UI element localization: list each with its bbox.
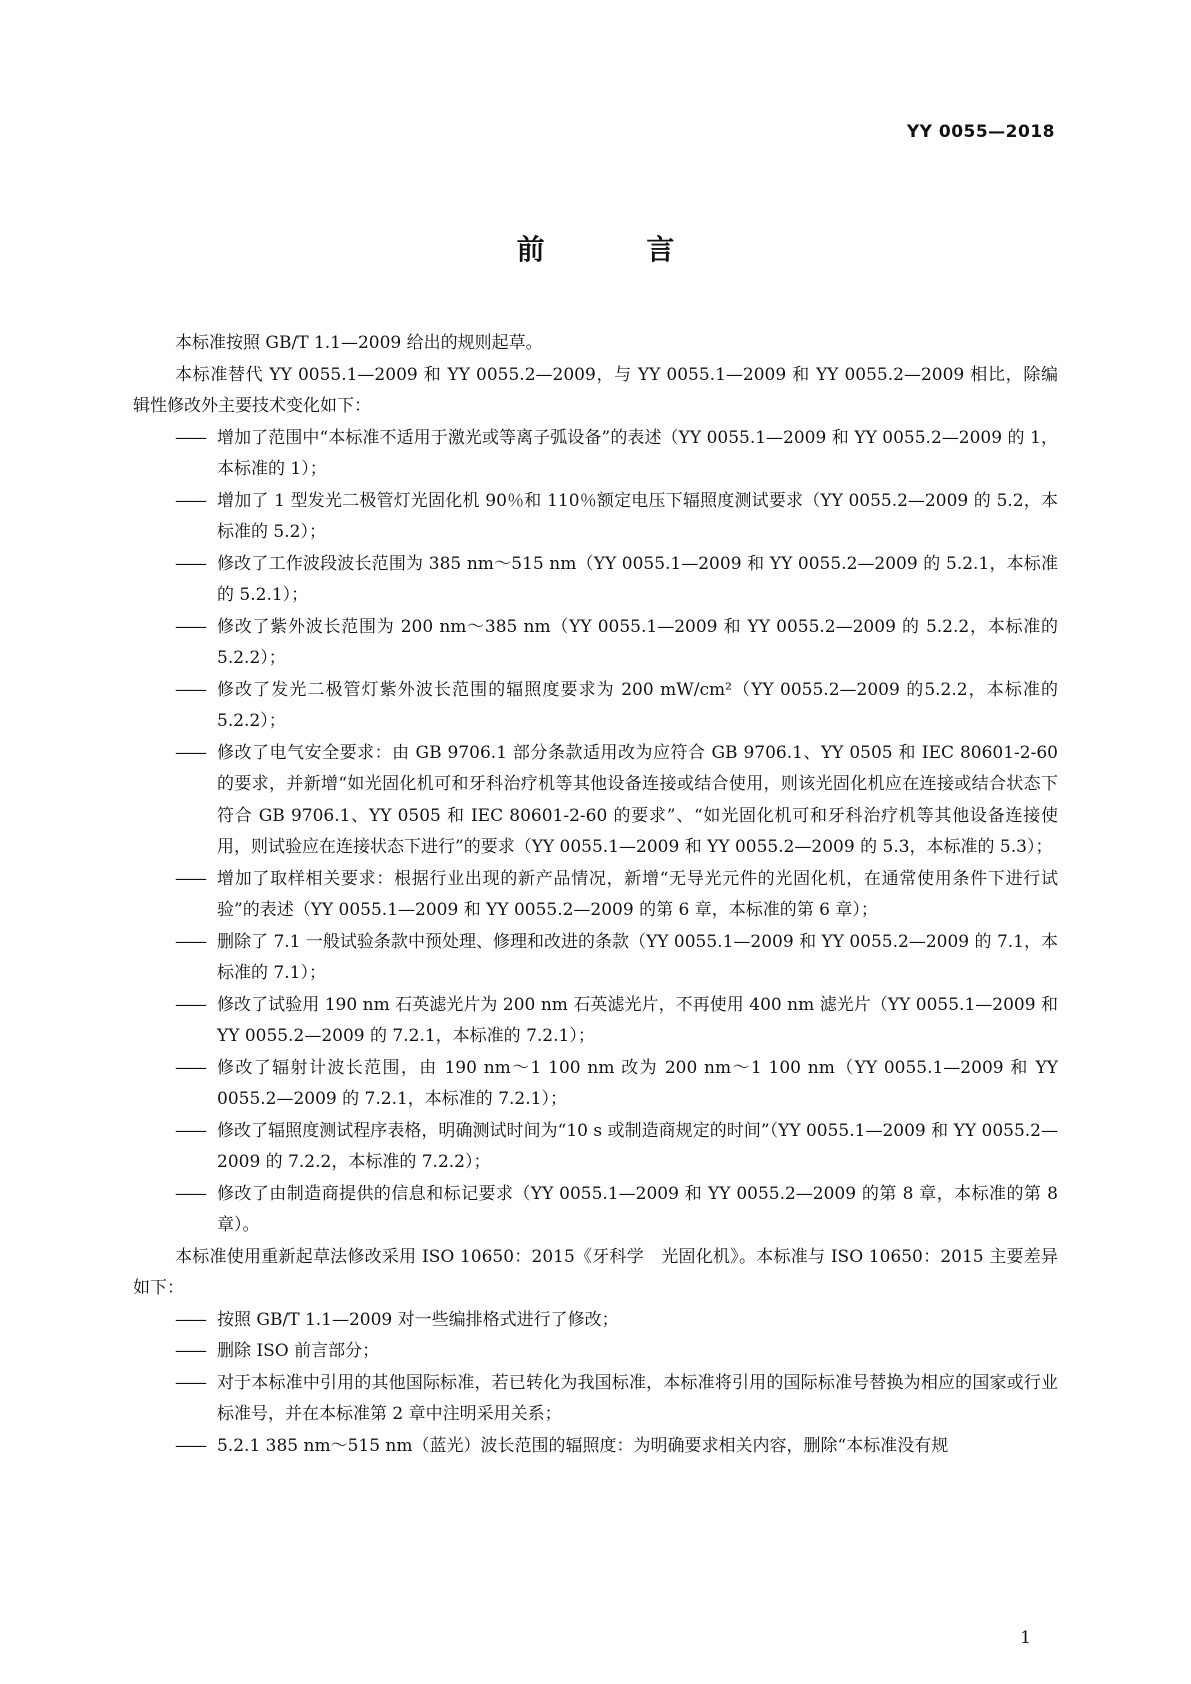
- list-item-text: 修改了试验用 190 nm 石英滤光片为 200 nm 石英滤光片，不再使用 400 nm 滤光片（YY 0055.1—2009 和 YY 0055.2—2009 的 7.2.1，本标准的 7.2.1）；: [217, 994, 1058, 1046]
- dash-marker: ——: [175, 1120, 205, 1141]
- list-item: [133, 1116, 1058, 1179]
- list-item-text: 增加了取样相关要求：根据行业出现的新产品情况，新增“无导光元件的光固化机，在通常使用条件下进行试验”的表述（YY 0055.1—2009 和 YY 0055.2—2009 的第 6 章，本标准的第 6 章）；: [217, 868, 1058, 920]
- changes-list: [133, 423, 1058, 1242]
- list-item-text: 5.2.1 385 nm～515 nm（蓝光）波长范围的辐照度：为明确要求相关内容，删除“本标准没有规: [217, 1435, 949, 1456]
- differences-list: [133, 1305, 1058, 1463]
- list-item-text: 修改了电气安全要求：由 GB 9706.1 部分条款适用改为应符合 GB 9706.1、YY 0505 和 IEC 80601-2-60 的要求，并新增“如光固化机可和牙科治疗机等其他设备连接或结合使用，则该光固化机应在连接或结合状态下符合 GB 9706.1、YY 0505 和 IEC 80601-2-60 的要求”、“如光固化机可和牙科治疗机等其他设备连接使用，则试验应在连接状态下进行”的要求（YY 0055.1—2009 和 YY 0055.2—2009 的 5.3，本标准的 5.3）；: [217, 742, 1058, 857]
- dash-marker: ——: [175, 553, 205, 574]
- list-item: [133, 990, 1058, 1053]
- dash-marker: ——: [175, 1372, 205, 1393]
- dash-marker: ——: [175, 994, 205, 1015]
- list-item-text: 修改了工作波段波长范围为 385 nm～515 nm（YY 0055.1—2009 和 YY 0055.2—2009 的 5.2.1，本标准的 5.2.1）；: [217, 553, 1058, 605]
- list-item-text: 对于本标准中引用的其他国际标准，若已转化为我国标准，本标准将引用的国际标准号替换为相应的国家或行业标准号，并在本标准第 2 章中注明采用关系；: [217, 1372, 1058, 1424]
- dash-marker: ——: [175, 490, 205, 511]
- list-item-text: 删除 ISO 前言部分；: [217, 1341, 380, 1361]
- list-item-text: 修改了紫外波长范围为 200 nm～385 nm（YY 0055.1—2009 和 YY 0055.2—2009 的 5.2.2，本标准的 5.2.2）；: [217, 616, 1058, 668]
- list-item: [133, 1305, 1058, 1337]
- list-item: [133, 486, 1058, 549]
- paragraph: 本标准按照 GB/T 1.1—2009 给出的规则起草。: [175, 333, 543, 353]
- dash-marker: ——: [175, 679, 205, 700]
- dash-marker: ——: [175, 868, 205, 889]
- page-number: 1: [1020, 1628, 1031, 1648]
- list-item-text: 修改了辐射计波长范围，由 190 nm～1 100 nm 改为 200 nm～1 100 nm（YY 0055.1—2009 和 YY 0055.2—2009 的 7.2.1，本标准的 7.2.1）；: [217, 1057, 1058, 1109]
- list-item-text: 按照 GB/T 1.1—2009 对一些编排格式进行了修改；: [217, 1309, 619, 1330]
- dash-marker: ——: [175, 1183, 205, 1204]
- list-item: [133, 1179, 1058, 1242]
- list-item: [133, 1336, 1058, 1368]
- list-item: [133, 1431, 1058, 1463]
- list-item: [133, 423, 1058, 486]
- list-item-text: 修改了发光二极管灯紫外波长范围的辐照度要求为 200 mW/cm²（YY 0055.2—2009 的5.2.2，本标准的 5.2.2）；: [217, 679, 1058, 731]
- dash-marker: ——: [175, 1341, 205, 1361]
- list-item-text: 修改了由制造商提供的信息和标记要求（YY 0055.1—2009 和 YY 0055.2—2009 的第 8 章，本标准的第 8 章）。: [217, 1183, 1058, 1235]
- list-item: [133, 612, 1058, 675]
- page-title: 前 言: [516, 233, 721, 266]
- dash-marker: ——: [175, 931, 205, 952]
- dash-marker: ——: [175, 1435, 205, 1456]
- list-item-text: 修改了辐照度测试程序表格，明确测试时间为“10 s 或制造商规定的时间”（YY 0055.1—2009 和 YY 0055.2—2009 的 7.2.2，本标准的 7.2.2）；: [217, 1120, 1058, 1172]
- list-item-text: 删除了 7.1 一般试验条款中预处理、修理和改进的条款（YY 0055.1—2009 和 YY 0055.2—2009 的 7.1，本标准的 7.1）；: [217, 931, 1058, 983]
- list-item: [133, 549, 1058, 612]
- list-item: [133, 1368, 1058, 1431]
- list-item: [133, 1053, 1058, 1116]
- paragraph: 本标准使用重新起草法修改采用 ISO 10650：2015《牙科学 光固化机》。本标准与 ISO 10650：2015 主要差异如下：: [133, 1246, 1058, 1298]
- document-code: YY 0055—2018: [906, 122, 1055, 142]
- list-item-text: 增加了范围中“本标准不适用于激光或等离子弧设备”的表述（YY 0055.1—2009 和 YY 0055.2—2009 的 1，本标准的 1）；: [217, 427, 1058, 479]
- dash-marker: ——: [175, 742, 205, 763]
- document-body: [133, 328, 1058, 1462]
- dash-marker: ——: [175, 616, 205, 637]
- list-item-text: 增加了 1 型发光二极管灯光固化机 90％和 110％额定电压下辐照度测试要求（YY 0055.2—2009 的 5.2，本标准的 5.2）；: [217, 490, 1058, 542]
- dash-marker: ——: [175, 1309, 205, 1330]
- dash-marker: ——: [175, 1057, 205, 1078]
- list-item: [133, 927, 1058, 990]
- list-item: [133, 675, 1058, 738]
- list-item: [133, 738, 1058, 864]
- dash-marker: ——: [175, 427, 205, 448]
- list-item: [133, 864, 1058, 927]
- paragraph: 本标准替代 YY 0055.1—2009 和 YY 0055.2—2009，与 YY 0055.1—2009 和 YY 0055.2—2009 相比，除编辑性修改外主要技术变化如下：: [133, 364, 1058, 416]
